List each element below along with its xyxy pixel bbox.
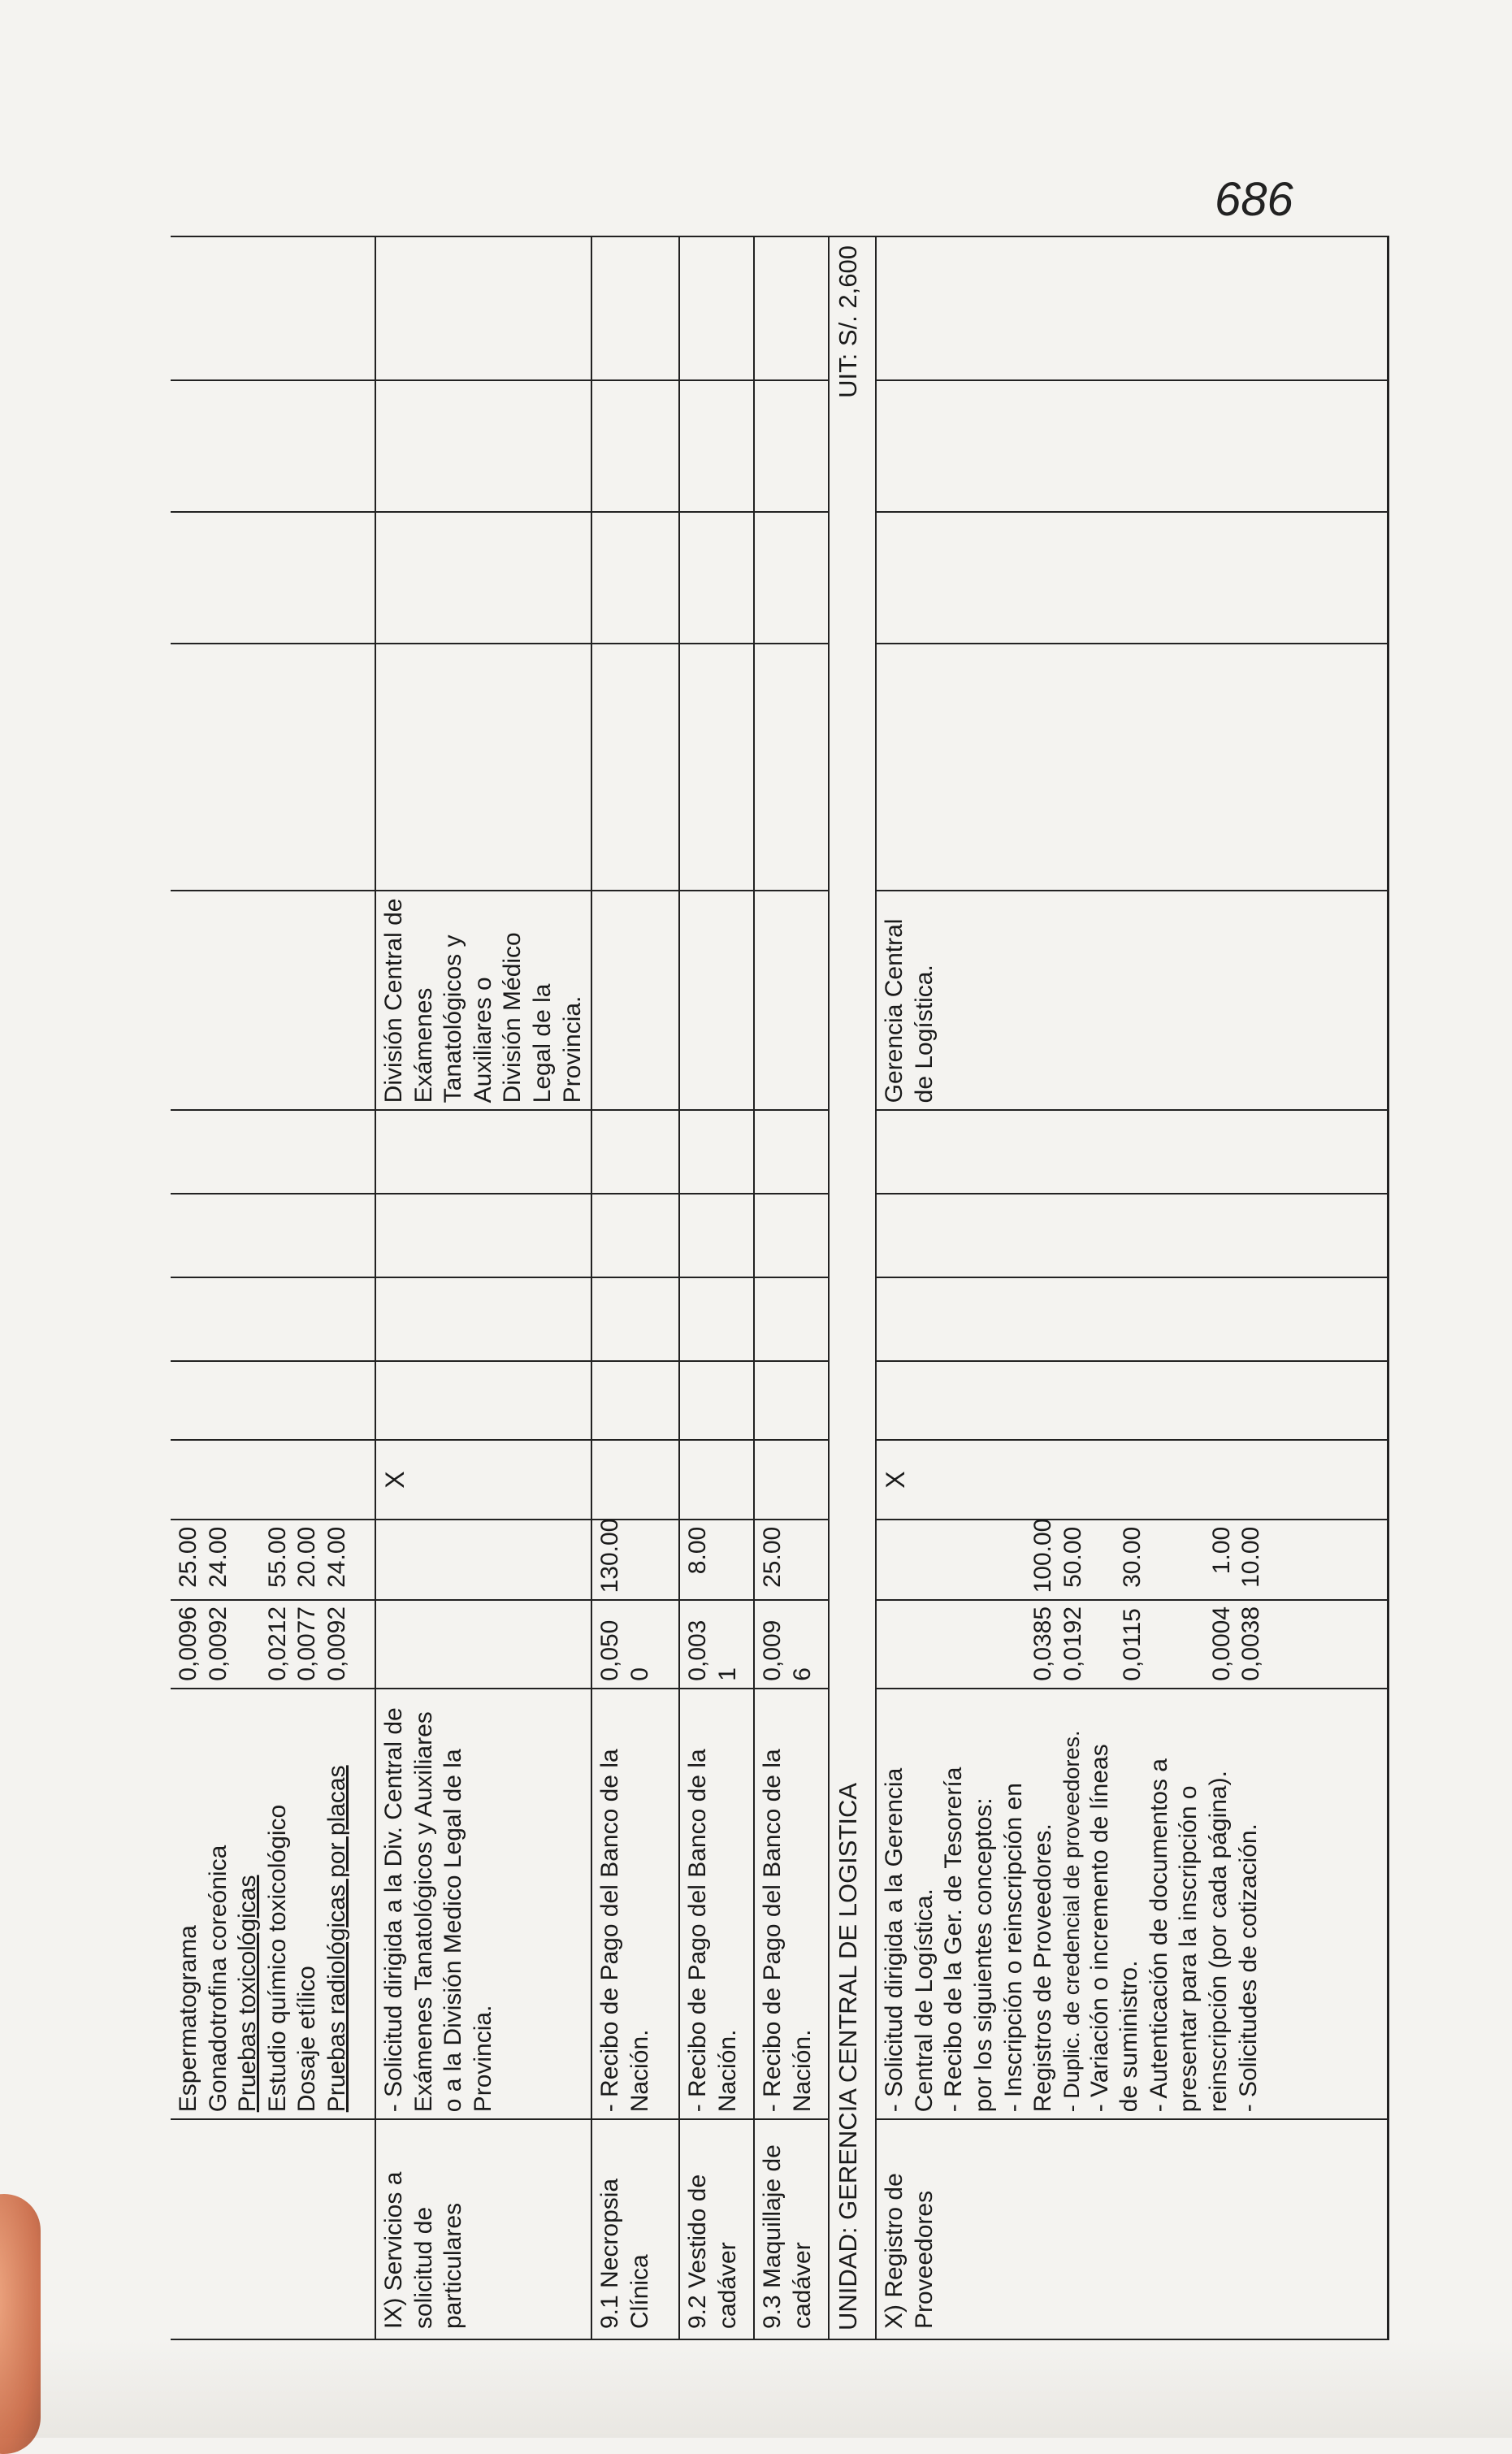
requirement-line: presentar para la inscripción o <box>1175 1785 1202 2113</box>
percent-value: 0,0212 <box>263 1606 291 1681</box>
table-row <box>876 236 1388 2339</box>
uit-value: UIT: S/. 2,600 <box>834 245 863 398</box>
percent-value <box>1088 1607 1118 1680</box>
amount-value <box>1148 1527 1178 1593</box>
requirement-cell <box>876 1689 1388 2120</box>
requirement-cell: - Solicitud dirigida a la Div. Central de Exámenes Tanatológicos y Auxiliares o a la División Medico Legal de la Provincia. <box>375 1689 591 2120</box>
exam-line: Dosaje etílico <box>293 1966 321 2113</box>
amount-value <box>880 1527 910 1593</box>
requirement-line: - Solicitud dirigida a la Gerencia <box>881 1767 908 2113</box>
holding-thumb <box>0 2194 41 2454</box>
exam-line: Gonadotrofina coreónica <box>204 1845 232 2113</box>
amount-cell: 25.00 <box>754 1520 829 1601</box>
table-row <box>591 236 679 2339</box>
requirement-line: Central de Logística. <box>910 1888 938 2113</box>
percent-value: 0,0004 <box>1207 1606 1235 1681</box>
percent-value: 0,0385 <box>1029 1606 1057 1681</box>
amount-value: 24.00 <box>204 1526 232 1588</box>
amount-value: 20.00 <box>293 1526 321 1588</box>
amount-value: 10.00 <box>1237 1526 1265 1588</box>
amount-cell: 8.00 <box>679 1520 754 1601</box>
uit-percent-cell <box>171 1600 375 1688</box>
percent-value: 0,0092 <box>204 1606 232 1681</box>
amount-value: 55.00 <box>263 1526 291 1588</box>
table-row <box>375 236 591 2339</box>
exam-heading: Pruebas radiológicas por placas <box>323 1765 350 2113</box>
requirement-line: - Autenticación de documentos a <box>1145 1758 1172 2113</box>
percent-value <box>910 1607 940 1680</box>
procedure-cell: 9.3 Maquillaje de cadáver <box>754 2119 829 2339</box>
percent-value: 0,0077 <box>293 1606 321 1681</box>
percent-value <box>1177 1607 1207 1680</box>
procedure-cell: 9.1 Necropsia Clínica <box>591 2119 679 2339</box>
requirement-cell <box>171 1689 375 2120</box>
requirement-line: - Solicitudes de cotización. <box>1234 1823 1262 2113</box>
amount-value <box>969 1527 999 1593</box>
requirement-line: Registros de Proveedores. <box>1029 1823 1057 2113</box>
amount-value <box>1177 1527 1207 1593</box>
rotated-table-wrapper <box>171 236 1332 2340</box>
amount-value: 30.00 <box>1118 1526 1146 1588</box>
table-row <box>754 236 829 2339</box>
unit-header <box>829 236 876 2339</box>
exam-heading: Pruebas toxicológicas <box>234 1875 262 2113</box>
percent-value <box>1148 1607 1178 1680</box>
percent-value <box>969 1607 999 1680</box>
amount-value <box>233 1527 263 1593</box>
office-cell: Gerencia Central de Logística. <box>876 891 1388 1111</box>
office-cell: División Central de Exámenes Tanatológicos y Auxiliares o División Médico Legal de la Provincia. <box>375 891 591 1111</box>
requirement-line: por los siguientes conceptos: <box>969 1797 997 2113</box>
procedure-cell: X) Registro de Proveedores <box>876 2119 1388 2339</box>
amount-cell <box>876 1520 1388 1601</box>
requirement-line: reinscripción (por cada página). <box>1205 1771 1233 2113</box>
amount-value: 25.00 <box>175 1526 201 1588</box>
uit-percent-cell: 0,0096 <box>754 1600 829 1688</box>
amount-cell <box>171 1520 375 1601</box>
uit-percent-cell <box>876 1600 1388 1688</box>
percent-value: 0,0038 <box>1237 1606 1265 1681</box>
requirement-line: - Variación o incremento de líneas <box>1085 1744 1113 2113</box>
percent-value: 0,0115 <box>1118 1608 1146 1681</box>
procedure-cell: 9.2 Vestido de cadáver <box>679 2119 754 2339</box>
uit-percent-cell: 0,0031 <box>679 1600 754 1688</box>
requirement-line: de suministro. <box>1116 1960 1143 2113</box>
percent-value <box>939 1607 969 1680</box>
page-number: 686 <box>1215 173 1293 226</box>
requirement-line: - Duplic. de credencial de proveedores. <box>1059 1730 1084 2113</box>
requirement-line: - Inscripción o reinscripción en <box>999 1783 1027 2113</box>
amount-cell: 130.00 <box>591 1520 679 1601</box>
requirement-cell: - Recibo de Pago del Banco de la Nación. <box>591 1689 679 2120</box>
amount-value <box>939 1527 969 1593</box>
amount-value: 100.00 <box>1029 1518 1057 1593</box>
exam-line: Espermatograma <box>175 1925 201 2113</box>
unit-header-row <box>829 236 876 2339</box>
percent-value: 0,0092 <box>323 1606 350 1681</box>
amount-value <box>910 1527 940 1593</box>
percent-value <box>233 1607 263 1680</box>
amount-value: 50.00 <box>1059 1526 1086 1588</box>
percent-value: 0,0096 <box>175 1606 201 1681</box>
amount-value <box>999 1527 1029 1593</box>
requirement-line: - Recibo de la Ger. de Tesorería <box>940 1767 968 2113</box>
page-edge <box>0 2340 1512 2438</box>
amount-value: 24.00 <box>323 1526 350 1588</box>
amount-value: 1.00 <box>1207 1526 1235 1575</box>
fee-table <box>171 236 1389 2340</box>
amount-value <box>1088 1527 1118 1593</box>
exam-line: Estudio químico toxicológico <box>263 1804 291 2113</box>
free-mark: X <box>375 1440 591 1519</box>
procedure-cell: IX) Servicios a solicitud de particulares <box>375 2119 591 2339</box>
procedure-cell <box>171 2119 375 2339</box>
requirement-cell: - Recibo de Pago del Banco de la Nación. <box>754 1689 829 2120</box>
percent-value <box>880 1607 910 1680</box>
unit-title: UNIDAD: GERENCIA CENTRAL DE LOGISTICA <box>834 1782 863 2330</box>
percent-value: 0,0192 <box>1059 1606 1086 1681</box>
table-row <box>679 236 754 2339</box>
table-row <box>171 236 375 2339</box>
percent-value <box>999 1607 1029 1680</box>
free-mark: X <box>876 1440 1388 1519</box>
requirement-cell: - Recibo de Pago del Banco de la Nación. <box>679 1689 754 2120</box>
uit-percent-cell: 0,0500 <box>591 1600 679 1688</box>
